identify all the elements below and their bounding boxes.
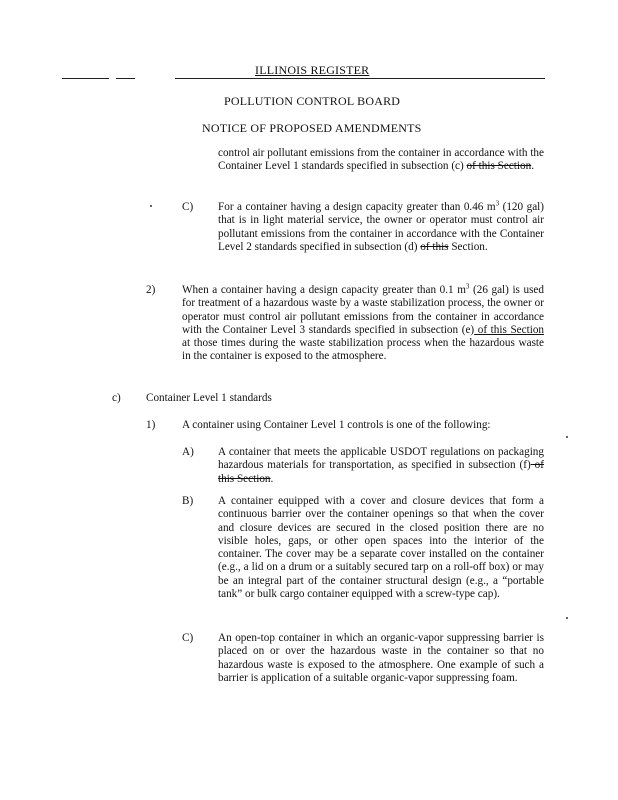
item-a-text: A container that meets the applicable USDOT regulations on packaging hazardous materials for transportation, as specified in subsection (f) of this Section. (218, 446, 545, 485)
item-c2-marker: C) (182, 632, 194, 644)
scan-speck (566, 436, 568, 438)
item-1-marker: 1) (146, 419, 156, 431)
register-title: ILLINOIS REGISTER (255, 63, 370, 77)
item-1-text: A container using Container Level 1 controls is one of the following: (182, 419, 491, 431)
notice-title: NOTICE OF PROPOSED AMENDMENTS (202, 121, 422, 135)
item-a-marker: A) (182, 446, 194, 458)
item-c-marker: C) (182, 201, 194, 213)
scan-speck (566, 617, 568, 619)
scan-speck (150, 205, 152, 207)
struck-text: of this Section (466, 160, 532, 173)
board-title: POLLUTION CONTROL BOARD (224, 94, 401, 108)
item-2-text: When a container having a design capacity greater than 0.1 $m^3$ (26 gal) is used for treatment of a hazardous waste by a waste stabilization process, the owner or operator must control air pollutant emissions from the container in accordance with the Container Level 3 standards specified in subsection (e) of this Section at those times during the waste stabilization process when the hazardous waste in the container is exposed to the atmosphere. (182, 282, 545, 363)
continued-paragraph: control air pollutant emissions from the container in accordance with the Container Level 1 standards specified in subsection (c) of this Section. (218, 147, 544, 173)
underlined-text: of this Section (474, 323, 545, 336)
item-2-marker: 2) (146, 284, 156, 296)
item-b-text: A container equipped with a cover and closure devices that form a continuous barrier over the container openings so that when the cover and closure devices are secured in the closed position there are no visible holes, gaps, or other open spaces into the interior of the container. The cover may be a separate cover installed on the container (e.g., a lid on a drum or a suitably secured tarp on a roll-off box) or may be an integral part of the container structural design (e.g., a “portable tank” or bulk cargo container equipped with a screw-type cap). (218, 495, 544, 601)
item-c2-text: An open-top container in which an organic-vapor suppressing barrier is placed on or over the hazardous waste in the container so that no hazardous waste is exposed to the atmosphere. One example of such a barrier is application of a suitable organic-vapor suppressing foam. (218, 632, 544, 684)
struck-text: of this Section (218, 459, 545, 485)
section-c-marker: c) (112, 392, 121, 404)
section-c-heading: Container Level 1 standards (146, 392, 272, 404)
struck-text: of this (420, 240, 449, 253)
header-rule-left-2 (116, 78, 135, 79)
item-c-text: For a container having a design capacity greater than 0.46 $m^3$ (120 gal) that is in light material service, the owner or operator must control air pollutant emissions from the container in accordance with the Container Level 2 standards specified in subsection (d) of this Section. (218, 199, 545, 253)
header-rule-main (175, 78, 545, 79)
header-rule-left-1 (62, 78, 109, 79)
item-b-marker: B) (182, 495, 194, 507)
